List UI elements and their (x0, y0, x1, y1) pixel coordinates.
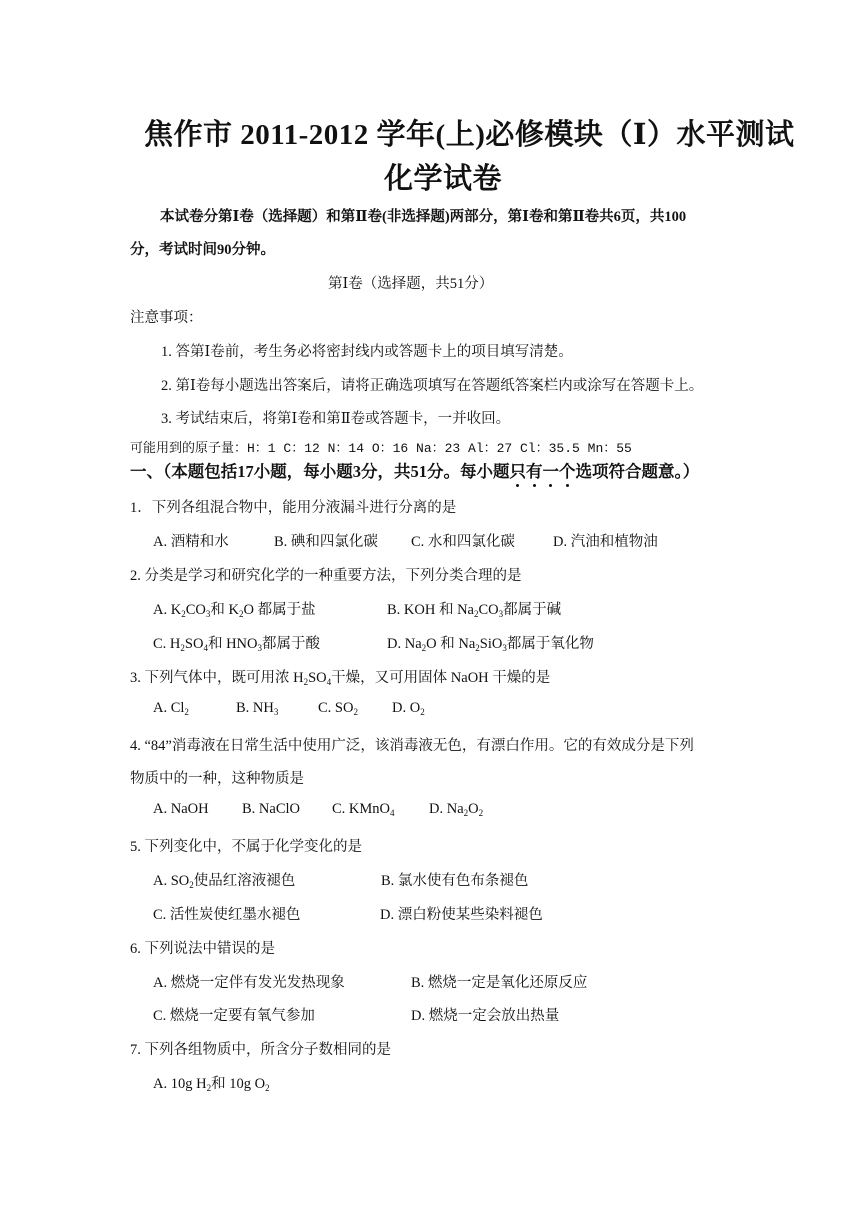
q2-option-d: D. $Na_2O$ 和 $Na_2SiO_3$都属于氧化物 (387, 636, 594, 653)
part1-heading: 第Ⅰ卷（选择题，共51分） (328, 276, 494, 292)
q1-option-b: B. 碘和四氯化碳 (274, 534, 378, 550)
q7-option-a: A. 10g $H_2$和 10g $O_2$ (153, 1076, 270, 1093)
q4-option-c: C. KMnO$_4$ (332, 801, 395, 818)
q2-option-b: B. KOH 和 $Na_2CO_3$都属于碱 (387, 602, 562, 619)
q1-option-d: D. 汽油和植物油 (553, 534, 658, 550)
q2-stem: 2. 分类是学习和研究化学的一种重要方法，下列分类合理的是 (130, 568, 522, 584)
q4-stem-line1: 4. “84”消毒液在日常生活中使用广泛，该消毒液无色，有漂白作用。它的有效成分是下列 (130, 738, 694, 754)
emphasis-dots (510, 484, 576, 490)
section1-emphasis (510, 462, 576, 481)
exam-title-line2: 化学试卷 (384, 163, 503, 195)
exam-title-line1: 焦作市 2011-2012 学年(上)必修模块（Ⅰ）水平测试 (144, 119, 795, 151)
note-item-1: 1. 答第Ⅰ卷前，考生务必将密封线内或答题卡上的项目填写清楚。 (161, 344, 573, 360)
q6-option-c: C. 燃烧一定要有氧气参加 (153, 1008, 315, 1024)
q7-stem: 7. 下列各组物质中，所含分子数相同的是 (130, 1042, 391, 1058)
q3-option-d: D. $O_2$ (392, 700, 425, 717)
q3-stem: 3. 下列气体中，既可用浓 $H_2SO_4$干燥，又可用固体 NaOH 干燥的是 (130, 670, 551, 687)
q3-option-b: B. $NH_3$ (236, 700, 279, 717)
q2-option-c: C. $H_2SO_4$和 $HNO_3$都属于酸 (153, 636, 320, 653)
q6-stem: 6. 下列说法中错误的是 (130, 941, 275, 957)
intro-line1: 本试卷分第Ⅰ卷（选择题）和第Ⅱ卷(非选择题)两部分，第Ⅰ卷和第Ⅱ卷共6页，共100 (160, 209, 687, 225)
section1-heading (130, 458, 699, 482)
note-item-3: 3. 考试结束后，将第Ⅰ卷和第Ⅱ卷或答题卡，一并收回。 (161, 411, 511, 427)
atomic-masses: 可能用到的原子量：H：1 C：12 N：14 O：16 Na：23 Al：27 Cl：35.5 Mn：55 (130, 441, 632, 456)
q3-option-c: C. $SO_2$ (318, 700, 358, 717)
intro-line2: 分，考试时间90分钟。 (130, 242, 275, 258)
section1-emphasis-text: 只有一个 (509, 462, 576, 481)
q6-option-a: A. 燃烧一定伴有发光发热现象 (153, 975, 345, 991)
section1-suffix: 选项符合题意。） (575, 462, 700, 481)
q5-option-a: A. $SO_2$使品红溶液褪色 (153, 873, 296, 890)
q4-option-b: B. NaClO (242, 801, 300, 817)
q4-option-a: A. NaOH (153, 801, 209, 817)
q6-option-d: D. 燃烧一定会放出热量 (411, 1008, 560, 1024)
notes-heading: 注意事项： (130, 310, 203, 326)
q5-option-c: C. 活性炭使红墨水褪色 (153, 907, 301, 923)
q3-option-a: A. $Cl_2$ (153, 700, 189, 717)
q1-option-a: A. 酒精和水 (153, 534, 229, 550)
q1-option-c: C. 水和四氯化碳 (411, 534, 515, 550)
q2-option-a: A. $K_2CO_3$和 $K_2O$ 都属于盐 (153, 602, 316, 619)
q4-option-d: D. $Na_2O_2$ (429, 801, 484, 818)
section1-prefix: 一、（本题包括17小题，每小题3分，共51分。每小题 (130, 462, 510, 481)
note-item-2: 2. 第Ⅰ卷每小题选出答案后，请将正确选项填写在答题纸答案栏内或涂写在答题卡上。 (161, 378, 704, 394)
q5-option-b: B. 氯水使有色布条褪色 (381, 873, 529, 889)
q6-option-b: B. 燃烧一定是氧化还原反应 (411, 975, 588, 991)
q5-stem: 5. 下列变化中，不属于化学变化的是 (130, 839, 362, 855)
q5-option-d: D. 漂白粉使某些染料褪色 (380, 907, 543, 923)
q4-stem-line2: 物质中的一种，这种物质是 (130, 771, 304, 787)
q1-stem: 1．下列各组混合物中，能用分液漏斗进行分离的是 (130, 500, 457, 516)
